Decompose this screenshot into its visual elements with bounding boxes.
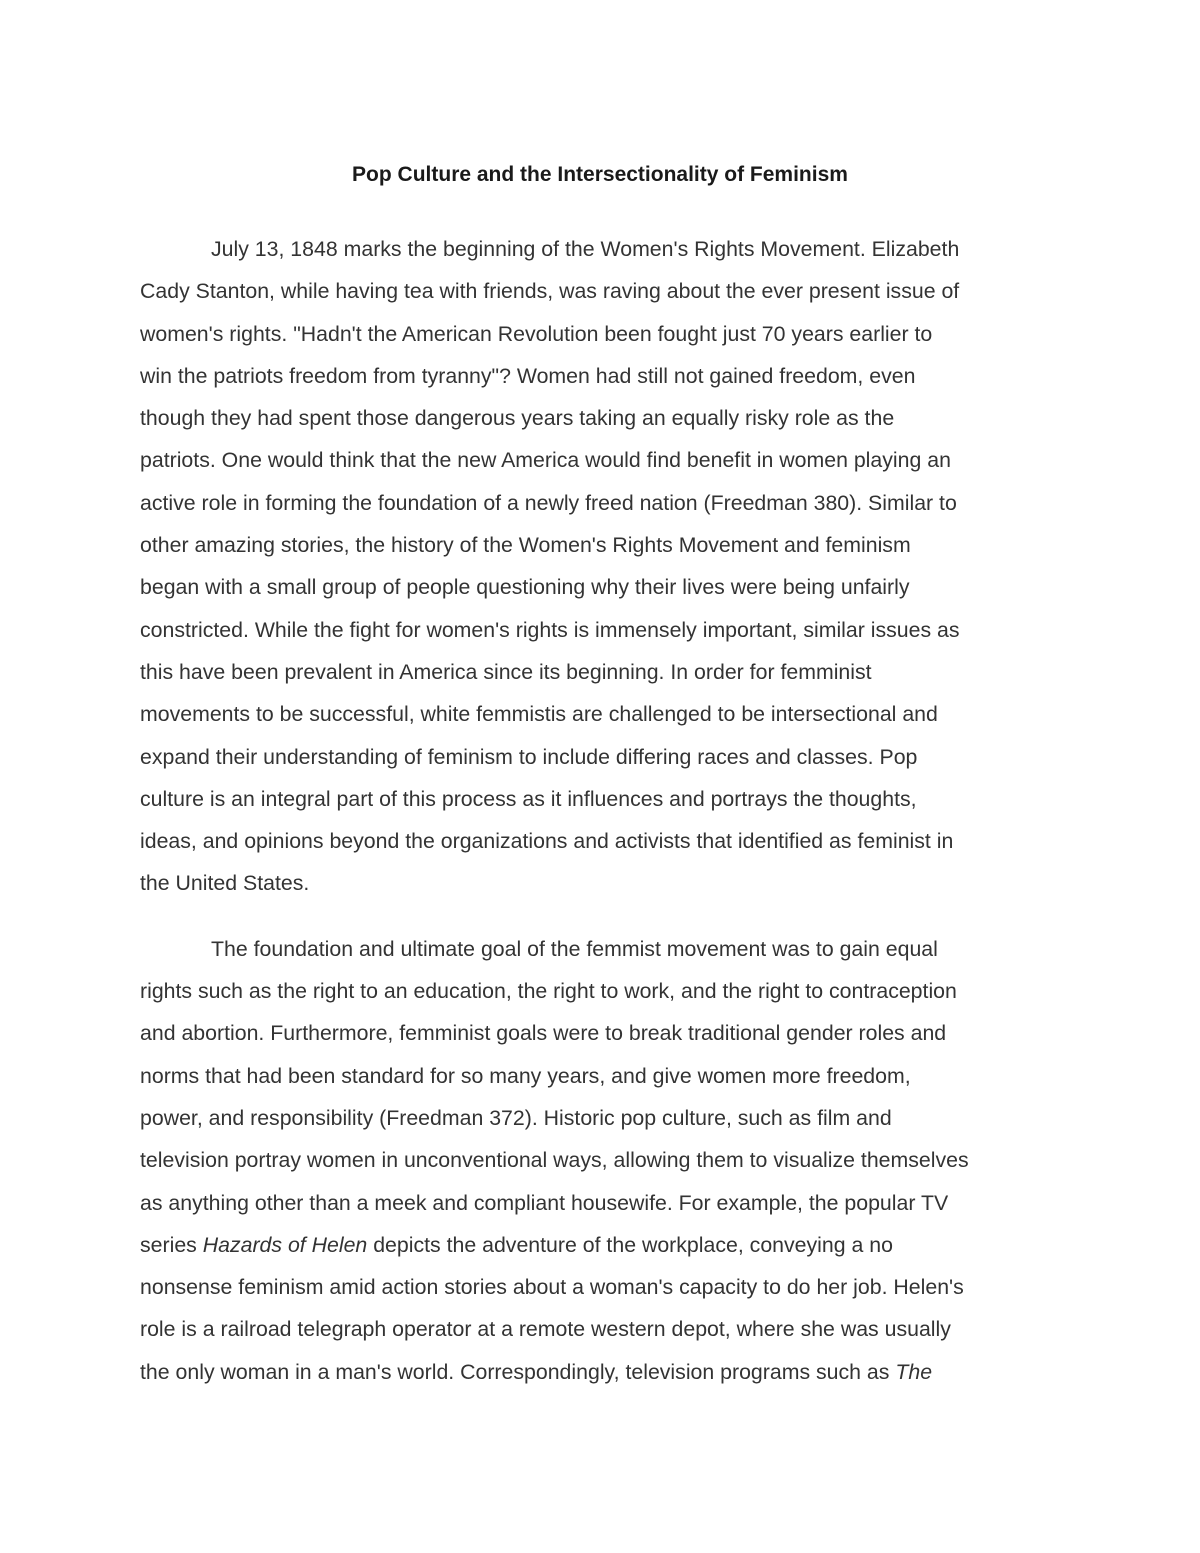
text-line: as anything other than a meek and compliant housewife. For example, the popular TV: [140, 1190, 949, 1215]
text-line: though they had spent those dangerous years taking an equally risky role as the: [140, 406, 895, 431]
text-line: and abortion. Furthermore, femminist goals were to break traditional gender roles and: [140, 1021, 947, 1046]
text-line: this have been prevalent in America since its beginning. In order for femminist: [140, 659, 872, 684]
text-line: began with a small group of people questioning why their lives were being unfairly: [140, 575, 910, 600]
text-line: constricted. While the fight for women's rights is immensely important, similar issues as: [140, 617, 960, 642]
text-line: win the patriots freedom from tyranny"? Women had still not gained freedom, even: [140, 363, 916, 388]
text-line: television portray women in unconventional ways, allowing them to visualize themselves: [140, 1148, 969, 1173]
text-line: patriots. One would think that the new America would find benefit in women playing an: [140, 448, 951, 473]
text-line: power, and responsibility (Freedman 372). Historic pop culture, such as film and: [140, 1105, 892, 1130]
paragraph-1: [140, 228, 1060, 905]
text-run: depicts the adventure of the workplace, conveying a no: [367, 1232, 893, 1257]
text-line: nonsense feminism amid action stories about a woman's capacity to do her job. Helen's: [140, 1275, 964, 1300]
text-line: July 13, 1848 marks the beginning of the Women's Rights Movement. Elizabeth: [211, 237, 960, 261]
paragraph-2: [140, 928, 1060, 1393]
paragraph-spacer: [140, 905, 1060, 928]
text-line: expand their understanding of feminism to include differing races and classes. Pop: [140, 744, 918, 769]
text-run: series: [140, 1232, 203, 1257]
text-line: active role in forming the foundation of a newly freed nation (Freedman 380). Similar to: [140, 490, 957, 515]
text-line: culture is an integral part of this process as it influences and portrays the thoughts,: [140, 786, 917, 811]
text-line: Cady Stanton, while having tea with friends, was raving about the ever present issue of: [140, 279, 960, 304]
text-line: movements to be successful, white femmistis are challenged to be intersectional and: [140, 702, 938, 727]
text-line: role is a railroad telegraph operator at a remote western depot, where she was usually: [140, 1317, 951, 1342]
text-line: women's rights. "Hadn't the American Revolution been fought just 70 years earlier to: [140, 321, 933, 346]
italic-title: Hazards of Helen: [202, 1232, 368, 1257]
text-line: the United States.: [140, 871, 310, 896]
text-line: norms that had been standard for so many years, and give women more freedom,: [140, 1063, 911, 1088]
text-line: ideas, and opinions beyond the organizations and activists that identified as feminist in: [140, 829, 954, 854]
text-line: rights such as the right to an education, the right to work, and the right to contraception: [140, 979, 957, 1004]
text-line: [140, 1351, 1060, 1393]
document-body: [140, 228, 1060, 1393]
text-line: other amazing stories, the history of the Women's Rights Movement and feminism: [140, 533, 911, 558]
text-line: The foundation and ultimate goal of the femmist movement was to gain equal: [211, 936, 938, 961]
text-run: the only woman in a man's world. Correspondingly, television programs such as: [140, 1359, 896, 1384]
italic-title: The: [895, 1359, 933, 1384]
text-line: [140, 1224, 1060, 1266]
document-title: Pop Culture and the Intersectionality of Feminism: [352, 163, 848, 186]
